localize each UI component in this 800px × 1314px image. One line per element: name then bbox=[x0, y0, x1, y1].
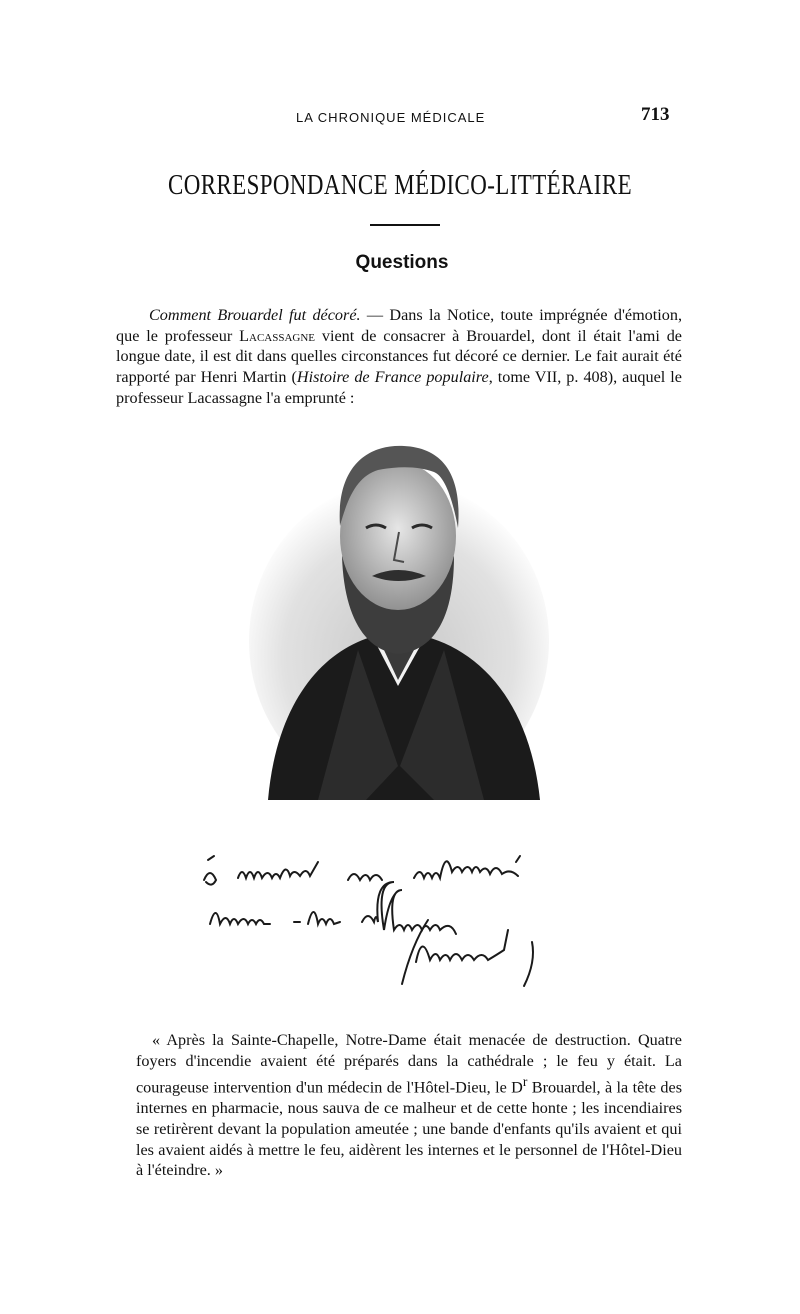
paragraph-text: vient de consacrer à Brouardel, dont il était l'ami de longue date, il est dit dans quelles circonstances fut décoré ce dernier. Le fait aurait été rapporté par Henri Martin ( bbox=[116, 326, 682, 386]
paragraph-text: Brouardel, à la tête des internes en pharmacie, nous sauva de ce malheur et de cette honte ; les incendiaires se retirèrent devant la population ameutée ; une bande d'enfants qu'ils avaient et qui les avaient aidés à mettre le feu, aidèrent les internes et le personnel de l'Hôtel-Dieu à l'éteindre. » bbox=[136, 1078, 682, 1180]
paragraph-intro bbox=[116, 305, 682, 408]
handwritten-signature bbox=[190, 842, 630, 992]
paragraph-lede: Comment Brouardel fut décoré. bbox=[149, 306, 361, 325]
page-number: 713 bbox=[641, 104, 670, 125]
work-title: Histoire de France populaire bbox=[296, 367, 489, 386]
running-head: LA CHRONIQUE MÉDICALE bbox=[296, 110, 486, 125]
title-rule bbox=[370, 224, 440, 226]
superscript: r bbox=[522, 1073, 528, 1089]
section-title: CORRESPONDANCE MÉDICO-LITTÉRAIRE bbox=[167, 170, 633, 201]
subsection-title: Questions bbox=[355, 252, 449, 273]
paragraph-text: — Dans la Notice, toute imprégnée d'émotion, que le professeur bbox=[116, 306, 682, 345]
portrait-image bbox=[248, 436, 550, 800]
paragraph-text: , tome VII, p. 408), auquel le professeur Lacassagne l'a emprunté : bbox=[116, 367, 682, 407]
paragraph-text: « Après la Sainte-Chapelle, Notre-Dame était menacée de destruction. Quatre foyers d'incendie avaient été préparés dans la cathédrale ; le feu y était. La courageuse intervention d'un médecin de l'Hôtel-Dieu, le D bbox=[136, 1031, 682, 1097]
paragraph-quotation bbox=[136, 1030, 682, 1181]
author-name: Lacassagne bbox=[239, 326, 316, 345]
